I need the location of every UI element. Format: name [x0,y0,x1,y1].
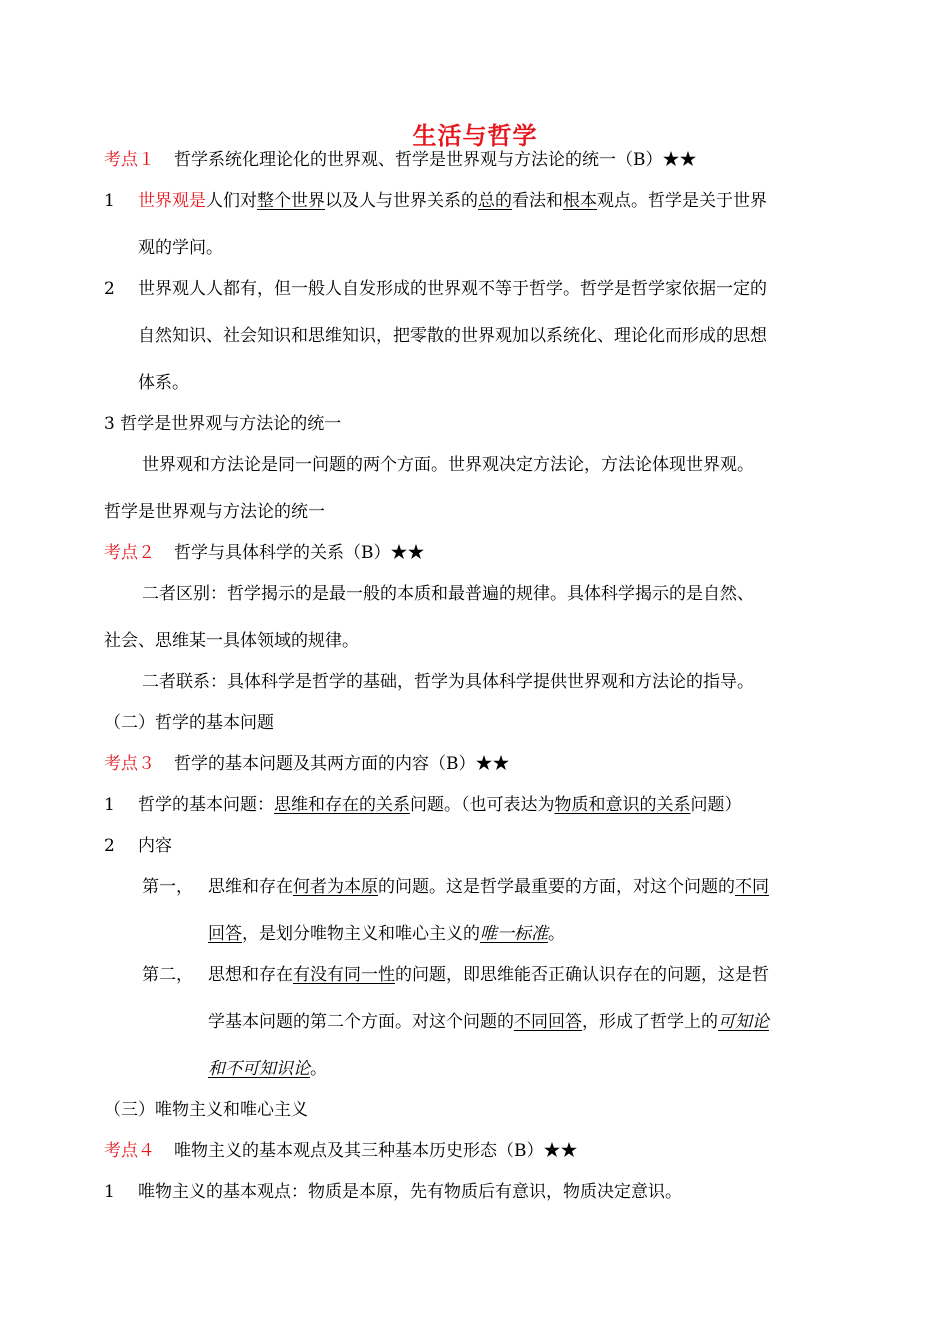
p2-line3: 体系。 [138,373,189,393]
p1-line2: 观的学问。 [138,238,223,258]
second-text-a: 思想和存在 [208,965,293,985]
p1-underline-2: 总的 [478,191,512,211]
second-line3 [208,1057,327,1081]
q2-num: 2 [104,836,115,856]
second-underline-1: 有没有同一性 [293,965,395,985]
p1-red: 世界观是 [138,191,206,211]
kp2-label: 考点２ [104,543,155,563]
second-underline-2: 不同回答 [514,1012,582,1032]
second-line2 [208,1010,769,1034]
p1-text-d: 观点。哲学是关于世界 [597,191,767,211]
kp2-heading [104,541,425,565]
kp4-label: 考点４ [104,1141,155,1161]
q1-line [104,793,742,817]
p2-num: 2 [104,279,115,299]
first-underline-2: 不同 [735,877,769,897]
q2-line [104,834,172,858]
first-underline-1: 何者为本原 [293,877,378,897]
section-3-heading: （三）唯物主义和唯心主义 [104,1100,308,1120]
second-text-d: ，形成了哲学上的 [582,1012,718,1032]
kp3-heading [104,752,510,776]
first-text-d: 。 [548,924,565,944]
section-2-heading: （二）哲学的基本问题 [104,713,274,733]
diff-line1: 二者区别：哲学揭示的是最一般的本质和最普遍的规律。具体科学揭示的是自然、 [142,584,754,604]
first-text-b: 的问题。这是哲学最重要的方面，对这个问题的 [378,877,735,897]
kp3-text: 哲学的基本问题及其两方面的内容（B）★★ [174,754,510,774]
first-text-a: 思维和存在 [208,877,293,897]
m1-num: 1 [104,1182,115,1202]
kp1-label: 考点１ [104,150,155,170]
p3-summary: 哲学是世界观与方法论的统一 [104,502,325,522]
p1-line1 [104,189,767,213]
first-underline-3: 回答 [208,924,242,944]
kp2-text: 哲学与具体科学的关系（B）★★ [174,543,425,563]
q1-underline-1: 思维和存在的关系 [274,795,410,815]
p1-text-c: 看法和 [512,191,563,211]
kp4-text: 唯物主义的基本观点及其三种基本历史形态（B）★★ [174,1141,578,1161]
second-line1 [142,963,769,987]
second-underline-italic-2: 和不可知识论 [208,1059,310,1079]
kp1-heading [104,148,697,172]
p3-heading: 3 哲学是世界观与方法论的统一 [104,414,342,434]
kp4-heading [104,1139,578,1163]
q1-text-c: 问题） [690,795,742,815]
p1-text-b: 以及人与世界关系的 [325,191,478,211]
page-title: 生活与哲学 [412,121,538,150]
p2-line1 [104,277,767,301]
diff-line2: 社会、思维某一具体领域的规律。 [104,631,359,651]
first-label: 第一， [142,877,193,897]
p1-text-a: 人们对 [206,191,257,211]
p2-text-1: 世界观人人都有，但一般人自发形成的世界观不等于哲学。哲学是哲学家依据一定的 [138,279,767,299]
link-line1: 二者联系：具体科学是哲学的基础，哲学为具体科学提供世界观和方法论的指导。 [142,672,754,692]
first-line2 [208,922,565,946]
m1-text: 唯物主义的基本观点：物质是本原，先有物质后有意识，物质决定意识。 [138,1182,682,1202]
p3-body: 世界观和方法论是同一问题的两个方面。世界观决定方法论，方法论体现世界观。 [142,455,754,475]
p2-line2: 自然知识、社会知识和思维知识，把零散的世界观加以系统化、理论化而形成的思想 [138,326,767,346]
q2-text: 内容 [138,836,172,856]
second-underline-italic-1: 可知论 [718,1012,769,1032]
first-underline-italic: 唯一标准 [480,924,548,944]
p1-underline-3: 根本 [563,191,597,211]
p1-underline-1: 整个世界 [257,191,325,211]
kp3-label: 考点３ [104,754,155,774]
second-text-e: 。 [310,1059,327,1079]
q1-underline-2: 物质和意识的关系 [554,795,691,815]
q1-text-b: 问题。（也可表达为 [410,795,555,815]
first-text-c: ，是划分唯物主义和唯心主义的 [242,924,480,944]
p1-num: 1 [104,191,115,211]
q1-num: 1 [104,795,115,815]
second-label: 第二， [142,965,193,985]
first-line1 [142,875,769,899]
q1-text-a: 哲学的基本问题： [138,795,274,815]
kp1-text: 哲学系统化理论化的世界观、哲学是世界观与方法论的统一（B）★★ [174,150,697,170]
second-text-b: 的问题，即思维能否正确认识存在的问题，这是哲 [395,965,769,985]
second-text-c: 学基本问题的第二个方面。对这个问题的 [208,1012,514,1032]
m1-line [104,1180,682,1204]
